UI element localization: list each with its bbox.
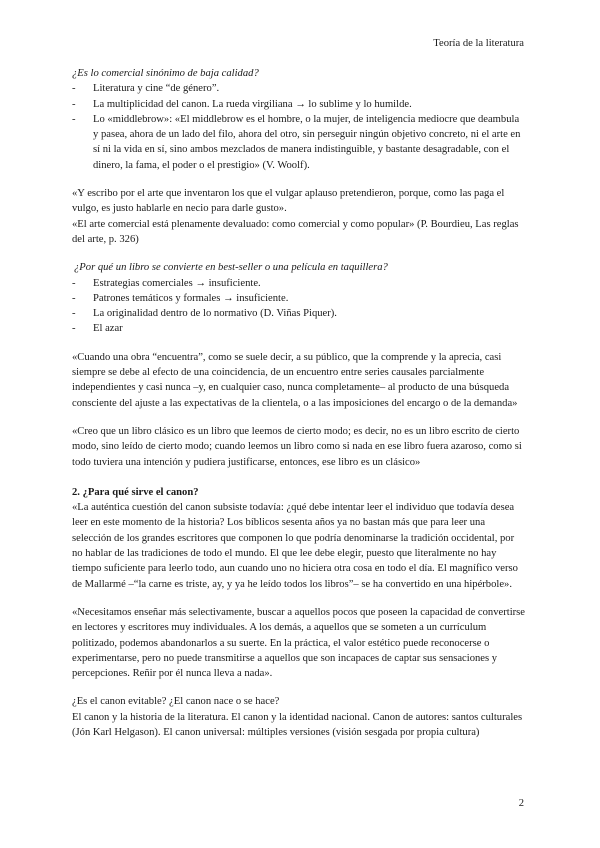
quote-canon-question: «La auténtica cuestión del canon subsiste todavía: ¿qué debe intentar leer el individuo que todavía desea leer en este momento de la historia? Los bíblicos sesenta años ya no bastan más que para leer una selección de los grandes escritores que componen lo que podría denominarse la tradición occidental, por no hablar de las tradiciones de todo el mundo. El que lee debe elegir, puesto que literalmente no hay tiempo suficiente para leerlo todo, aun cuando uno no hiciera otra cosa en todo el día. El magnífico verso de Mallarmé –“la carne es triste, ay, y ya he leído todos los libros”– se ha convertido en una hipérbole».: [72, 502, 518, 590]
list-best-seller: [72, 276, 526, 337]
page-number: 2: [518, 798, 524, 809]
list-item: - La originalidad dentro de lo normativo (D. Viñas Piquer).: [72, 306, 526, 321]
list-item: - Lo «middlebrow»: «El middlebrow es el hombre, o la mujer, de inteligencia mediocre que deambula y pasea, ahora de un lado del filo, ahora del otro, sin perseguir ningún objetivo concreto, ni el arte en sí ni la vida en sí, sino ambos mezclados de manera indistinguible, y bastante desagradable, con el dinero, la fama, el poder o el prestigio» (V. Woolf).: [72, 112, 526, 173]
quote-vulgo: «Y escribo por el arte que inventaron los que el vulgar aplauso pretendieron, porque, como las paga el vulgo, es justo hablarle en necio para darle gusto».: [72, 188, 505, 215]
list-commercial-quality: [72, 81, 526, 173]
list-item: - El azar: [72, 321, 526, 336]
section-heading-canon: 2. ¿Para qué sirve el canon?: [72, 486, 199, 498]
list-item: - Patrones temáticos y formales → insuficiente.: [72, 291, 526, 306]
closing-topics: El canon y la historia de la literatura. El canon y la identidad nacional. Canon de autores: santos culturales (Jón Karl Helgason). El canon universal: múltiples versiones (visión sesgada por propia cultura): [72, 711, 523, 738]
page-content: [72, 66, 526, 740]
list-item: - Literatura y cine “de género”.: [72, 81, 526, 96]
list-item: - Estrategias comerciales → insuficiente.: [72, 276, 526, 291]
quote-selective-teaching: «Necesitamos enseñar más selectivamente, buscar a aquellos pocos que poseen la capacidad de convertirse en lectores y escritores muy individuales. A los demás, a aquellos que se someten a un currículum politizado, podemos abandonarlos a su suerte. En la práctica, el valor estético puede reconocerse o experimentarse, pero no puede transmitirse a aquellos que son incapaces de captar sus sensaciones y percepciones. Reñir por él nunca lleva a nada».: [72, 606, 525, 680]
quote-bourdieu: «El arte comercial está plenamente devaluado: como comercial y como popular» (P. Bourdieu, Las reglas del arte, p. 326): [72, 218, 519, 245]
quote-coincidence: «Cuando una obra “encuentra”, como se suele decir, a su público, que la comprende y la aprecia, casi siempre se debe al efecto de una coincidencia, de un encuentro entre series causales parcialmente independientes y casi nunca –y, en cualquier caso, nunca completamente– al producto de una búsqueda consciente del ajuste a las expectativas de la clientela, o a las imposiciones del encargo o de la demanda»: [72, 351, 518, 409]
quote-classic-book: «Creo que un libro clásico es un libro que leemos de cierto modo; es decir, no es un libro escrito de cierto modo, sino leído de cierto modo; cuando leemos un libro como si nada en ese libro fuera azaroso, como si todo tuviera una intención y pudiera justificarse, entonces, ese libro es un clásico»: [72, 425, 522, 468]
list-item: - La multiplicidad del canon. La rueda virgiliana → lo sublime y lo humilde.: [72, 97, 526, 112]
question-commercial-quality: ¿Es lo comercial sinónimo de baja calidad?: [72, 68, 259, 79]
closing-questions: ¿Es el canon evitable? ¿El canon nace o se hace?: [72, 696, 280, 708]
question-best-seller: ¿Por qué un libro se convierte en best-seller o una película en taquillera?: [74, 262, 388, 274]
running-header: Teoría de la literatura: [433, 38, 524, 49]
